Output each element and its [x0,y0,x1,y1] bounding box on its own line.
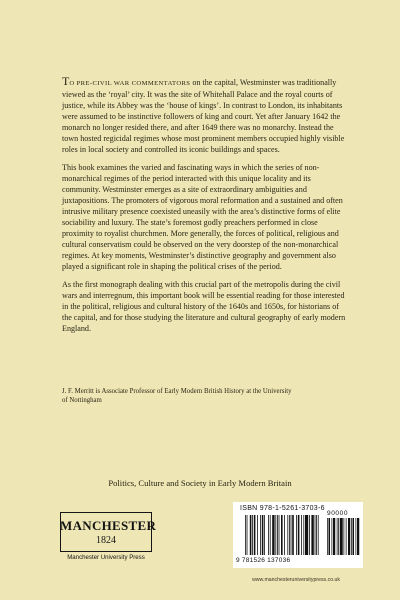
barcode-bar [346,518,347,555]
barcode-bar [281,515,283,555]
barcode-addon-icon [327,518,360,555]
barcode-bar [315,515,316,555]
isbn-label: ISBN 978-1-5261-3703-6 [240,505,325,512]
barcode-bar [260,515,261,555]
barcode-bar [311,515,313,555]
barcode-bar [351,518,352,555]
barcode-digits: 9 781526 137036 [236,557,291,564]
barcode-bar [298,515,300,555]
barcode-bar [348,518,350,555]
barcode-bar [353,518,355,555]
drop-cap: T [62,74,70,88]
barcode-panel [233,502,363,568]
barcode-bar [268,515,269,555]
barcode-addon-digits: 90000 [327,510,349,517]
barcode-bar [291,515,292,555]
barcode-bar [257,515,258,555]
barcode-bar [252,515,253,555]
barcode-bar [327,518,328,555]
barcode-bar [318,515,319,555]
barcode-bar [284,515,285,555]
logo-year: 1824 [96,535,116,546]
barcode-bar [250,515,252,555]
logo-name: MANCHESTER [60,518,157,533]
series-title: Politics, Culture and Society in Early Modern Britain [108,478,292,488]
barcode-bar [344,518,345,555]
barcode-bar [279,515,280,555]
barcode-bar [275,515,276,555]
barcode-bar [296,515,297,555]
barcode-bar [305,515,308,555]
publisher-logo [60,512,157,566]
barcode-bar [262,515,264,555]
blurb-paragraph-1-text: on the capital, Westminster was traditionally viewed as the ‘royal’ city. It was the site of Whitehall Palace and the royal courts of justice, while its Abbey was the ‘house of kings’. In contrast to London, its inhabitants were assumed to be instinctive followers of king and court. Yet after January 1642 the monarch no longer resided there, and after 1649 there was no monarchy. Instead the town hosted regicidal regimes whose most prominent members occupied highly visible roles in local society and controlled its iconic buildings and spaces. [62,78,345,154]
blurb [62,76,346,341]
barcode-bar [301,515,302,555]
barcode-bar [356,518,357,555]
barcode-bar [289,515,290,555]
barcode-bar [287,515,288,555]
barcode-bar [277,515,278,555]
barcode-bar [332,518,333,555]
barcode-bar [247,515,248,555]
barcode-main-icon [245,515,319,555]
barcode-bar [340,518,343,555]
author-note: J. F. Merritt is Associate Professor of Early Modern British History at the University of Nottingham [62,388,292,404]
press-name: Manchester University Press [67,554,145,561]
barcode-bar [357,518,359,555]
blurb-paragraph-1 [62,76,346,155]
barcode-bar [264,515,265,555]
barcode-bar [270,515,271,555]
barcode-bar [309,515,310,555]
barcode-bar [245,515,246,555]
barcode-bar [338,518,339,555]
barcode-bar [272,515,274,555]
barcode-bar [337,518,338,555]
publisher-url: www.manchesteruniversitypress.co.uk [252,577,340,583]
barcode-bar [254,515,256,555]
barcode-bar [303,515,304,555]
barcode-bar [333,518,335,555]
opening-small-caps: O PRE-CIVIL WAR COMMENTATORS [69,80,191,87]
barcode-bar [292,515,294,555]
blurb-paragraph-2: This book examines the varied and fascinating ways in which the series of non-monarchical regimes of the period interacted with this unique locality and its community. Westminster emerges as a site of extraordinary ambiguities and juxtapositions. The promoters of vigorous moral reformation and a sustained and often intrusive military presence coexisted uneasily with the area’s distinctive forms of elite sociability and luxury. The state’s foremost godly preachers performed in close proximity to royalist churchmen. More generally, the forces of political, religious and cultural conservatism could be observed on the very doorstep of the non-monarchical regimes. At key moments, Westminster’s distinctive geography and government also played a significant role in shaping the political crises of the period. [62,163,343,271]
blurb-paragraph-3: As the first monograph dealing with this crucial part of the metropolis during the civil wars and interregnum, this important book will be essential reading for those interested in the political, religious and cultural history of the 1640s and 1650s, for historians of the capital, and for those studying the literature and cultural geography of early modern England. [62,280,346,333]
barcode-bar [329,518,331,555]
barcode-bar [316,515,317,555]
